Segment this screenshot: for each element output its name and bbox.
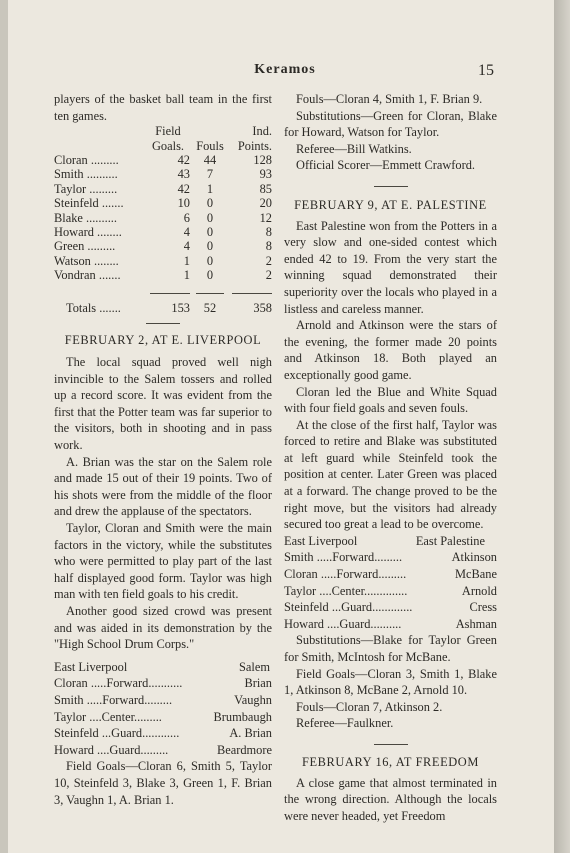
field-goals-cell: 1 xyxy=(183,253,190,268)
lineup-row xyxy=(54,692,272,709)
lineup-away-team: East Palestine xyxy=(415,533,485,548)
points-cell: 8 xyxy=(265,225,272,240)
player-cell xyxy=(54,153,146,167)
totals-leader: ....... xyxy=(99,301,121,316)
lineup-header xyxy=(54,659,272,676)
fouls-summary: Fouls—Cloran 4, Smith 1, F. Brian 9. xyxy=(296,92,483,106)
lineup-home-team: East Liverpool xyxy=(54,659,128,674)
home-player: Cloran xyxy=(54,676,88,691)
intro-text: players of the basket ball team in the first ten games. xyxy=(54,92,272,123)
stats-header: Ind. xyxy=(252,124,272,139)
fouls-cell: 0 xyxy=(206,268,214,283)
stats-header xyxy=(54,124,146,138)
player-cell xyxy=(54,167,146,181)
dot-leader: .......... xyxy=(86,167,118,182)
field-goals-cell: 4 xyxy=(183,225,190,240)
lineup-row xyxy=(54,709,272,726)
section-heading: FEBRUARY 16, AT FREEDOM xyxy=(302,754,479,769)
player-name: Smith xyxy=(54,167,84,182)
fouls-cell: 0 xyxy=(206,210,214,225)
points-cell: 2 xyxy=(265,268,272,283)
totals-goals: 153 xyxy=(171,301,190,316)
totals-row xyxy=(54,297,272,315)
lineup-row xyxy=(54,742,272,759)
home-player: Smith xyxy=(54,692,84,707)
field-goals-summary: Field Goals—Cloran 3, Smith 1, Blake 1, Atkinson 8, McBane 2, Arnold 10. xyxy=(284,666,497,698)
stats-row xyxy=(54,167,272,181)
lineup-row xyxy=(284,583,497,600)
field-goals-cell: 43 xyxy=(177,167,190,182)
position-leader: .....Forward......... xyxy=(316,550,403,565)
lineup xyxy=(284,549,497,632)
right-column xyxy=(284,91,497,824)
totals-label: Totals xyxy=(66,301,97,316)
running-title: Keramos xyxy=(254,62,316,77)
position-leader: ...Guard............ xyxy=(101,726,180,741)
player-name: Green xyxy=(54,239,85,254)
fouls-cell: 0 xyxy=(206,253,214,268)
section-divider xyxy=(146,323,180,324)
stats-header-row-1 xyxy=(54,124,272,138)
lineup-row xyxy=(54,725,272,742)
position-leader: ....Guard......... xyxy=(97,742,169,757)
fouls-cell: 0 xyxy=(206,225,214,240)
sum-rule xyxy=(150,293,190,294)
away-player: McBane xyxy=(455,567,497,582)
article-paragraph: Cloran led the Blue and White Squad with four field goals and seven fouls. xyxy=(284,384,497,416)
left-column xyxy=(54,91,272,808)
fouls-cell: 44 xyxy=(203,153,217,167)
fouls-summary: Fouls—Cloran 7, Atkinson 2. xyxy=(296,699,443,714)
player-cell xyxy=(54,254,146,268)
away-player: Arnold xyxy=(461,583,497,598)
player-name: Howard xyxy=(54,225,94,240)
dot-leader: ....... xyxy=(101,196,124,211)
field-goals-summary: Field Goals—Cloran 6, Smith 5, Taylor 10, Steinfeld 3, Blake 3, Green 1, F. Brian 3, Vaughn 1, A. Brian 1. xyxy=(54,759,272,807)
position-leader: ....Center......... xyxy=(89,709,162,724)
dot-leader: ......... xyxy=(90,153,119,167)
home-player: Howard xyxy=(54,742,94,757)
stats-row xyxy=(54,211,272,225)
player-name: Vondran xyxy=(54,268,96,283)
sum-rule xyxy=(232,293,272,294)
fouls-cell: 1 xyxy=(206,181,214,196)
away-player: Ashman xyxy=(455,616,497,631)
home-player: Cloran xyxy=(284,567,318,582)
points-cell: 2 xyxy=(265,253,272,268)
stats-header-row-2 xyxy=(54,139,272,153)
article-paragraph: East Palestine won from the Potters in a very slow and one-sided contest which ended 42 to 19. From the very start the winning squad demonstrated their superiority over the locals who played in a listless and careless manner. xyxy=(284,218,497,316)
player-name: Cloran xyxy=(54,153,88,167)
player-name: Taylor xyxy=(54,181,87,196)
page-edge xyxy=(554,0,570,853)
article-paragraph: A. Brian was the star on the Salem role and made 15 out of their 19 points. Two of his shots were from the middle of the floor and drew the applause of the spectators. xyxy=(54,454,272,519)
substitutions-summary: Substitutions—Green for Cloran, Blake for Howard, Watson for Taylor. xyxy=(284,108,497,140)
fouls-cell: 0 xyxy=(206,239,214,254)
player-cell xyxy=(54,225,146,239)
position-leader: .....Forward......... xyxy=(320,567,407,582)
referee-note: Referee—Faulkner. xyxy=(296,716,394,731)
stats-row xyxy=(54,239,272,253)
lineup xyxy=(54,675,272,758)
sum-rule xyxy=(196,293,224,294)
away-player: A. Brian xyxy=(229,726,272,741)
stats-rule-row xyxy=(54,283,272,297)
player-cell xyxy=(54,239,146,253)
stats-header: Field xyxy=(155,124,181,139)
lineup-row xyxy=(284,616,497,633)
fouls-cell: 7 xyxy=(206,167,214,182)
lineup-row xyxy=(54,675,272,692)
stats-row xyxy=(54,182,272,196)
stats-table xyxy=(54,124,272,315)
away-player: Brumbaugh xyxy=(213,709,272,724)
dot-leader: ........ xyxy=(93,253,119,268)
fouls-cell: 0 xyxy=(206,196,214,211)
points-cell: 20 xyxy=(259,196,272,211)
points-cell: 128 xyxy=(253,153,272,167)
page-number: 15 xyxy=(478,62,494,79)
position-leader: ....Guard.......... xyxy=(327,616,402,631)
stats-header: Points. xyxy=(237,138,272,153)
field-goals-cell: 42 xyxy=(177,181,190,196)
lineup-home-team: East Liverpool xyxy=(284,533,358,548)
field-goals-cell: 6 xyxy=(183,210,190,225)
dot-leader: ......... xyxy=(87,239,116,254)
points-cell: 8 xyxy=(265,239,272,254)
dot-leader: ........ xyxy=(97,225,122,240)
home-player: Steinfeld xyxy=(284,600,329,615)
lineup-row xyxy=(284,599,497,616)
article-paragraph: Arnold and Atkinson were the stars of the evening, the former made 20 points and Atkinson 18. Both played an exceptionally good game. xyxy=(284,318,497,382)
points-cell: 93 xyxy=(259,167,272,182)
points-cell: 85 xyxy=(259,181,272,196)
stats-row xyxy=(54,225,272,239)
stats-header xyxy=(54,139,146,153)
stats-header: Goals. xyxy=(151,138,184,153)
field-goals-cell: 42 xyxy=(177,153,190,167)
dot-leader: ....... xyxy=(98,268,121,283)
away-player: Atkinson xyxy=(451,550,497,565)
article-paragraph: The local squad proved well nigh invincible to the Salem tossers and rolled up a record score. It was evident from the first that the Potter team was far superior to the visitors, both in shooting and in pass work. xyxy=(54,355,272,453)
position-leader: .....Forward......... xyxy=(86,692,173,707)
totals-points: 358 xyxy=(253,301,272,316)
section-heading: FEBRUARY 2, AT E. LIVERPOOL xyxy=(64,333,262,348)
totals-fouls: 52 xyxy=(203,301,217,316)
away-player: Brian xyxy=(244,676,272,691)
home-player: Steinfeld xyxy=(54,726,99,741)
position-leader: ...Guard............. xyxy=(331,600,413,615)
stats-row xyxy=(54,196,272,210)
stats-row xyxy=(54,153,272,167)
player-cell xyxy=(54,182,146,196)
stats-header xyxy=(190,124,230,138)
stats-row xyxy=(54,254,272,268)
home-player: Howard xyxy=(284,616,324,631)
away-player: Cress xyxy=(469,600,497,615)
scorer-note: Official Scorer—Emmett Crawford. xyxy=(296,158,476,173)
section-heading: FEBRUARY 9, AT E. PALESTINE xyxy=(294,197,487,212)
stats-header: Fouls xyxy=(196,138,224,153)
referee-note: Referee—Bill Watkins. xyxy=(296,141,412,156)
player-name: Watson xyxy=(54,253,91,268)
article-paragraph: At the close of the first half, Taylor was forced to retire and Blake was substituted at left guard while Steinfeld took the position at center. Later Green was placed at a forward. The change proved to be the right move, but the visitors had already secured too great a lead to be overcome. xyxy=(284,417,497,532)
stats-row xyxy=(54,268,272,282)
article-paragraph: A close game that almost terminated in the wrong direction. Although the locals were never headed, yet Freedom xyxy=(284,775,497,823)
substitutions-summary: Substitutions—Blake for Taylor Green for Smith, McIntosh for McBane. xyxy=(284,633,497,664)
article-paragraph: Taylor, Cloran and Smith were the main factors in the victory, while the substitutes who were permitted to play part of the last half displayed good form. Taylor was high man with ten field goals to his credit. xyxy=(54,521,272,602)
away-player: Vaughn xyxy=(234,692,272,707)
player-cell xyxy=(54,211,146,225)
field-goals-cell: 4 xyxy=(183,239,190,254)
lineup-header xyxy=(284,533,497,550)
article-paragraph: Another good sized crowd was present and was aided in its demonstration by the "High School Drum Corps." xyxy=(54,603,272,652)
field-goals-cell: 10 xyxy=(177,196,190,211)
points-cell: 12 xyxy=(259,210,272,225)
lineup-row xyxy=(284,566,497,583)
lineup-away-team: Salem xyxy=(239,659,270,674)
player-name: Steinfeld xyxy=(54,196,99,211)
position-leader: ....Center.............. xyxy=(319,583,408,598)
player-cell xyxy=(54,196,146,210)
away-player: Beardmore xyxy=(216,742,272,757)
lineup-row xyxy=(284,549,497,566)
player-name: Blake xyxy=(54,210,83,225)
home-player: Smith xyxy=(284,550,314,565)
home-player: Taylor xyxy=(54,709,87,724)
section-divider xyxy=(374,186,408,187)
player-cell xyxy=(54,268,146,282)
home-player: Taylor xyxy=(284,583,317,598)
dot-leader: .......... xyxy=(86,210,117,225)
position-leader: .....Forward........... xyxy=(90,676,183,691)
dot-leader: ......... xyxy=(89,181,118,196)
section-divider xyxy=(374,744,408,745)
field-goals-cell: 1 xyxy=(183,268,190,283)
